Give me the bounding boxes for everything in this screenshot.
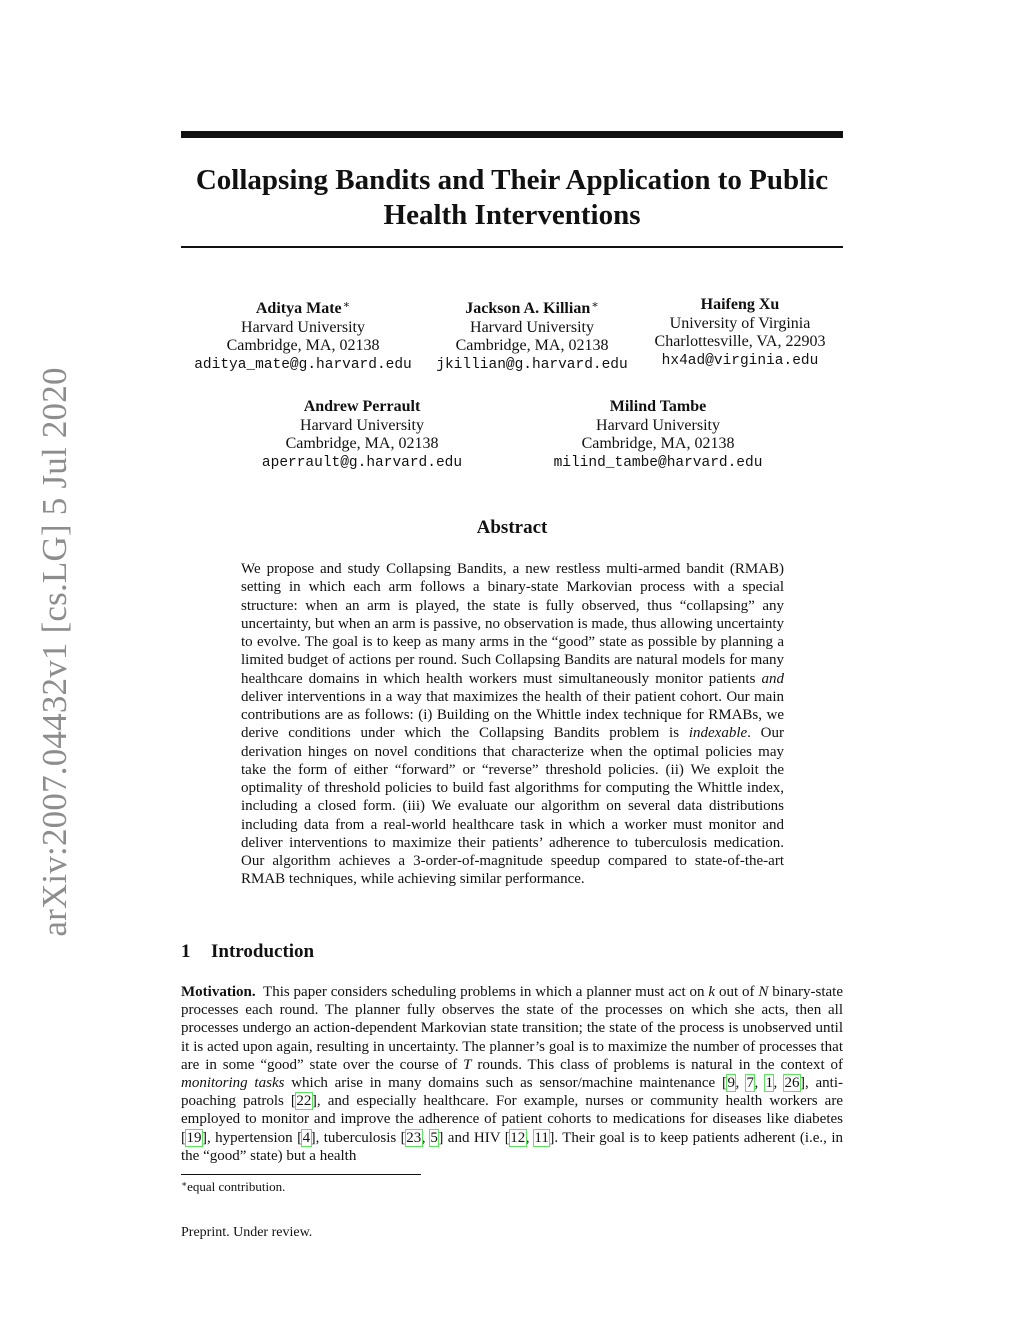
- author-email: aperrault@g.harvard.edu: [261, 454, 463, 471]
- citation-link[interactable]: 7: [746, 1075, 754, 1092]
- author-affiliation: University of Virginia: [669, 314, 811, 332]
- author-block: [640, 296, 840, 370]
- author-name: Jackson A. Killian∗: [465, 299, 599, 317]
- author-email: jkillian@g.harvard.edu: [436, 356, 628, 373]
- section-title: Introduction: [211, 941, 315, 962]
- author-affiliation: Harvard University: [596, 416, 720, 434]
- abstract-text: We propose and study Collapsing Bandits, a new restless multi-armed bandit (RMAB) setting in which each arm follows a binary-state Markovian process with a special structure: when an arm is played, the state is fully observed, thus “collapsing” any uncertainty, but when an arm is passive, no observation is made, thus allowing uncertainty to evolve. The goal is to keep as many arms in the “good” state as possible by planning a limited budget of actions per round. Such Collapsing Bandits are natural models for many healthcare domains in which health workers must simultaneously monitor patients and deliver interventions in a way that maximizes the health of their patient cohort. Our main contributions are as follows: (i) Building on the Whittle index technique for RMABs, we derive conditions under which the Collapsing Bandits problem is indexable. Our derivation hinges on novel conditions that characterize when the optimal policies may take the form of either “forward” or “reverse” threshold policies. (ii) We exploit the optimality of threshold policies to build fast algorithms for computing the Whittle index, including a closed form. (iii) We evaluate our algorithm on several data distributions including data from a real-world healthcare task in which a worker must monitor and deliver interventions to maximize their patients’ adherence to tuberculosis medication. Our algorithm achieves a 3-order-of-magnitude speedup compared to state-of-the-art RMAB techniques, while achieving similar performance.: [241, 561, 784, 888]
- author-name: Milind Tambe: [609, 398, 707, 415]
- citation-link[interactable]: 1: [765, 1075, 773, 1092]
- introduction-paragraph: Motivation. This paper considers scheduling problems in which a planner must act on k out of N binary-state processes each round. The planner fully observes the state of the processes on which she acts, then all processes undergo an action-dependent Markovian state transition; the state of the process is unobserved until it is acted upon again, resulting in uncertainty. The planner’s goal is to maximize the number of processes that are in some “good” state over the course of T rounds. This class of problems is natural in the context of monitoring tasks which arise in many domains such as sensor/machine maintenance [9, 7, 1, 26], anti-poaching patrols [22], and especially healthcare. For example, nurses or community health workers are employed to monitor and improve the adherence of patient cohorts to medications for diseases like diabetes [19], hypertension [4], tuberculosis [23, 5] and HIV [12, 11]. Their goal is to keep patients adherent (i.e., in the “good” state) but a health: [181, 984, 844, 1164]
- author-email: aditya_mate@g.harvard.edu: [194, 356, 412, 373]
- author-address: Charlottesville, VA, 22903: [654, 333, 826, 350]
- author-address: Cambridge, MA, 02138: [285, 435, 439, 452]
- run-in-heading: Motivation.: [181, 984, 256, 1000]
- footnote: [181, 1179, 285, 1195]
- preprint-note: Preprint. Under review.: [181, 1225, 313, 1240]
- author-email: hx4ad@virginia.edu: [661, 352, 819, 369]
- citation-link[interactable]: 11: [534, 1129, 549, 1146]
- author-affiliation: Harvard University: [241, 318, 365, 336]
- citation-link[interactable]: 22: [296, 1093, 312, 1110]
- author-affiliation: Harvard University: [470, 318, 594, 336]
- author-block: [548, 398, 768, 472]
- citation-link[interactable]: 23: [406, 1129, 422, 1146]
- section-heading-introduction: [181, 941, 314, 963]
- author-affiliation: Harvard University: [300, 416, 424, 434]
- citation-link[interactable]: 19: [186, 1129, 202, 1146]
- abstract-heading: Abstract: [476, 517, 548, 538]
- arxiv-identifier-text: arXiv:2007.04432v1 [cs.LG] 5 Jul 2020: [35, 367, 74, 937]
- paper-title: Collapsing Bandits and Their Application to Public Health Interventions: [195, 164, 829, 231]
- footnote-text: equal contribution.: [187, 1179, 286, 1194]
- author-name: Haifeng Xu: [700, 296, 780, 313]
- title-bottom-rule: [181, 246, 843, 248]
- author-name: Andrew Perrault: [303, 398, 421, 415]
- citation-link[interactable]: 5: [430, 1129, 438, 1146]
- citation-link[interactable]: 26: [784, 1075, 800, 1092]
- equal-contribution-mark: ∗: [342, 299, 351, 311]
- author-address: Cambridge, MA, 02138: [455, 337, 609, 354]
- citation-link[interactable]: 9: [727, 1075, 735, 1092]
- citation-link[interactable]: 12: [510, 1129, 526, 1146]
- title-top-rule: [181, 131, 843, 138]
- author-block: [252, 398, 472, 472]
- author-address: Cambridge, MA, 02138: [226, 337, 380, 354]
- author-address: Cambridge, MA, 02138: [581, 435, 735, 452]
- author-block: [422, 296, 642, 374]
- equal-contribution-mark: ∗: [591, 299, 599, 311]
- author-name: Aditya Mate∗: [255, 299, 351, 317]
- citation-link[interactable]: 4: [302, 1129, 311, 1146]
- footnote-mark: ∗: [181, 1179, 188, 1189]
- footnote-rule: [181, 1174, 421, 1175]
- author-block: [188, 296, 418, 374]
- author-email: milind_tambe@harvard.edu: [553, 454, 763, 471]
- section-number: 1: [181, 941, 191, 962]
